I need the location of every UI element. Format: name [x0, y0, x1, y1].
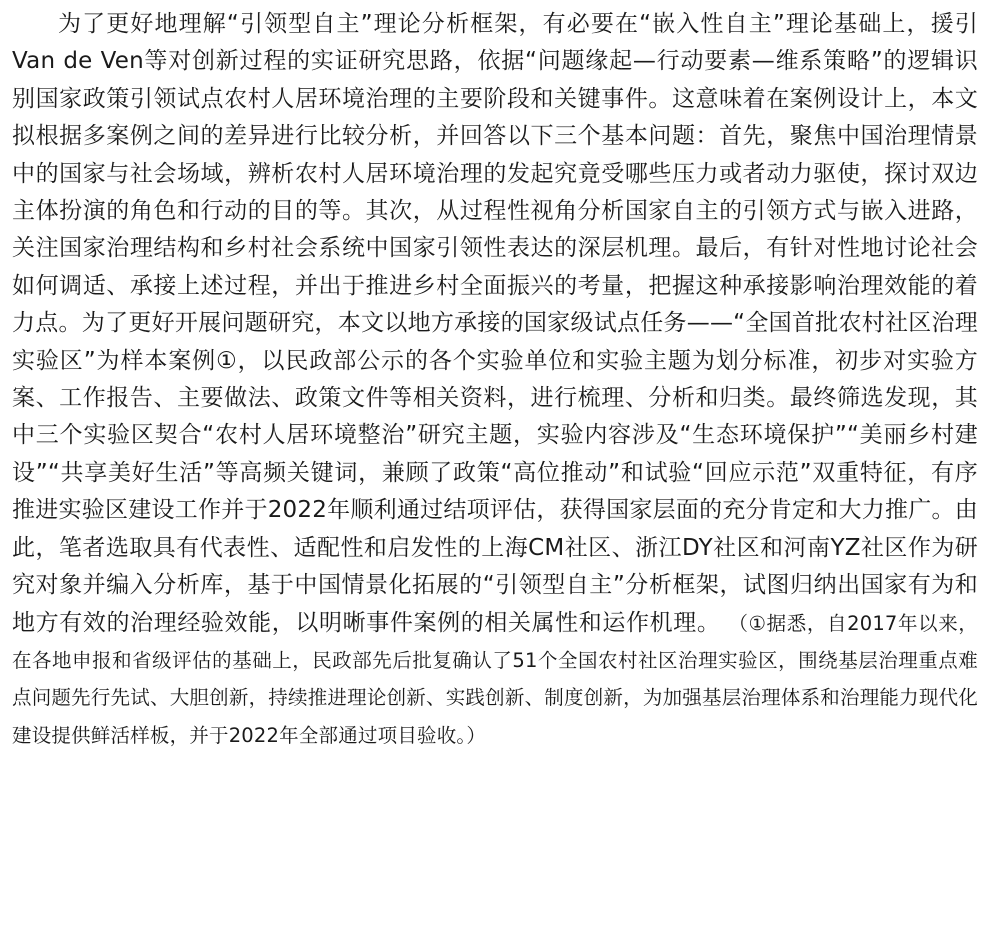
body-paragraph — [12, 6, 978, 754]
footnote-text: （①据悉，自2017年以来，在各地申报和省级评估的基础上，民政部先后批复确认了51个全国农村社区治理实验区，围绕基层治理重点难点问题先行先试、大胆创新，持续推进理论创新、实践创新、制度创新，为加强基层治理体系和治理能力现代化建设提供鲜活样板，并于2022年全部通过项目验收。） — [12, 611, 979, 747]
document-page — [12, 6, 978, 754]
paragraph-text: 为了更好地理解“引领型自主”理论分析框架，有必要在“嵌入性自主”理论基础上，援引Van de Ven等对创新过程的实证研究思路，依据“问题缘起—行动要素—维系策略”的逻辑识别国家政策引领试点农村人居环境治理的主要阶段和关键事件。这意味着在案例设计上，本文拟根据多案例之间的差异进行比较分析，并回答以下三个基本问题：首先，聚焦中国治理情景中的国家与社会场域，辨析农村人居环境治理的发起究竟受哪些压力或者动力驱使，探讨双边主体扮演的角色和行动的目的等。其次，从过程性视角分析国家自主的引领方式与嵌入进路，关注国家治理结构和乡村社会系统中国家引领性表达的深层机理。最后，有针对性地讨论社会如何调适、承接上述过程，并出于推进乡村全面振兴的考量，把握这种承接影响治理效能的着力点。为了更好开展问题研究，本文以地方承接的国家级试点任务——“全国首批农村社区治理实验区”为样本案例①，以民政部公示的各个实验单位和实验主题为划分标准，初步对实验方案、工作报告、主要做法、政策文件等相关资料，进行梳理、分析和归类。最终筛选发现，其中三个实验区契合“农村人居环境整治”研究主题，实验内容涉及“生态环境保护”“美丽乡村建设”“共享美好生活”等高频关键词，兼顾了政策“高位推动”和试验“回应示范”双重特征，有序推进实验区建设工作并于2022年顺利通过结项评估，获得国家层面的充分肯定和大力推广。由此，笔者选取具有代表性、适配性和启发性的上海CM社区、浙江DY社区和河南YZ社区作为研究对象并编入分析库，基于中国情景化拓展的“引领型自主”分析框架，试图归纳出国家有为和地方有效的治理经验效能，以明晰事件案例的相关属性和运作机理。 — [12, 11, 978, 636]
